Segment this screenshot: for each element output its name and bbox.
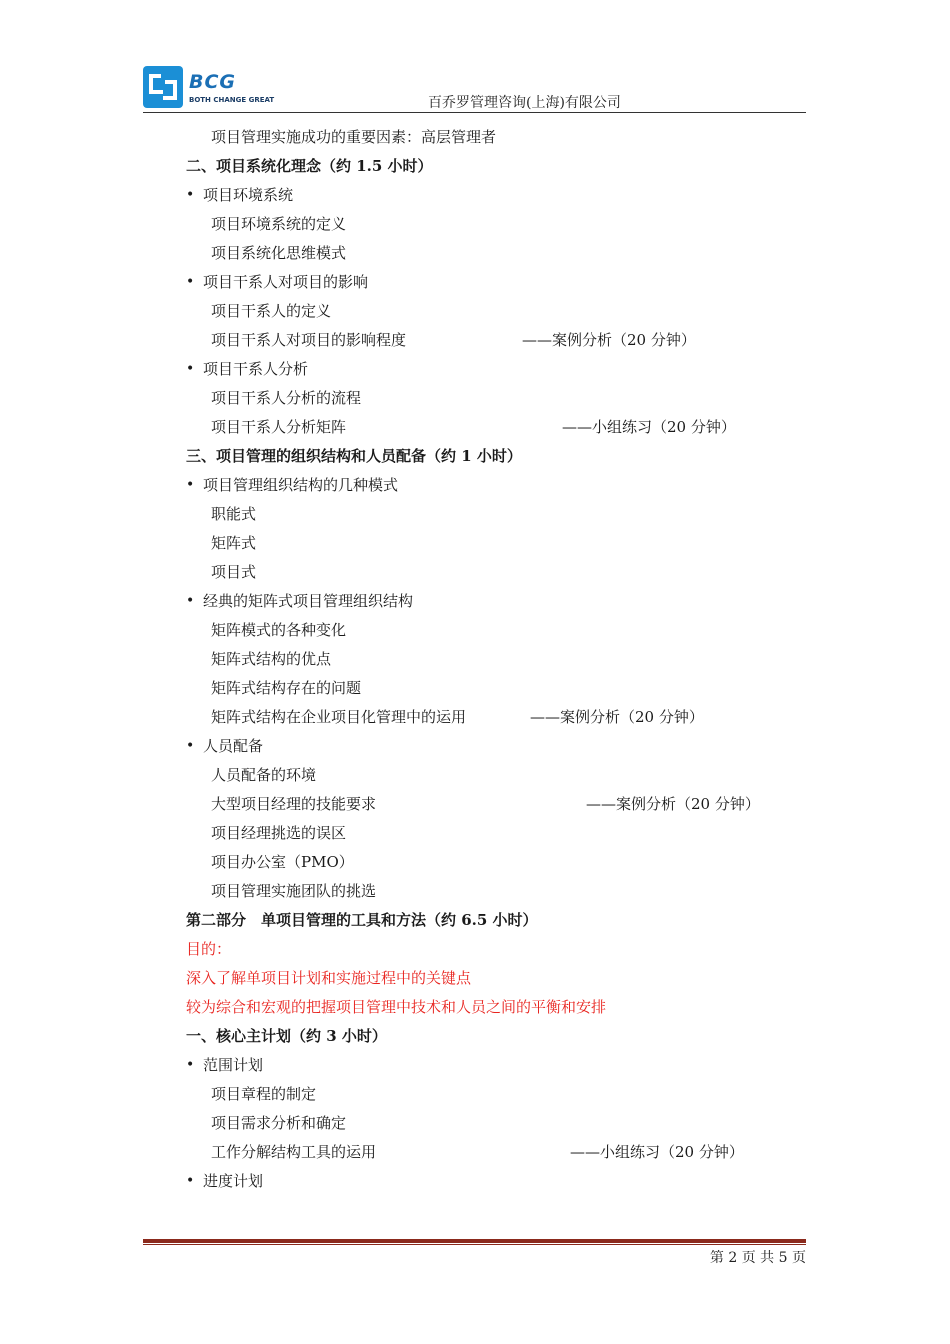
sub-item: 项目式 <box>211 563 257 581</box>
bullet-text: 项目管理组织结构的几种模式 <box>203 476 399 494</box>
bullet-icon: • <box>186 1173 195 1189</box>
sub-item: 矩阵模式的各种变化 <box>211 621 347 639</box>
sub-item: 项目章程的制定 <box>211 1085 317 1103</box>
sub-item: 项目干系人的定义 <box>211 302 332 320</box>
sub-item: 项目环境系统的定义 <box>211 215 347 233</box>
sub-item: 项目经理挑选的误区 <box>211 824 347 842</box>
sub-item: 项目干系人分析的流程 <box>211 389 362 407</box>
section-heading: 第二部分 单项目管理的工具和方法（约 6.5 小时） <box>186 911 538 929</box>
sub-item: 矩阵式 <box>211 534 257 552</box>
sub-item: 矩阵式结构在企业项目化管理中的运用 <box>211 708 467 726</box>
bullet-icon: • <box>186 274 195 290</box>
sub-item: 大型项目经理的技能要求 <box>211 795 377 813</box>
sub-item: 项目干系人对项目的影响程度 <box>211 331 407 349</box>
page-header <box>143 62 806 114</box>
bullet-text: 范围计划 <box>203 1056 264 1074</box>
bullet-text: 项目干系人对项目的影响 <box>203 273 369 291</box>
bullet-icon: • <box>186 593 195 609</box>
bullet-icon: • <box>186 738 195 754</box>
company-name: 百乔罗管理咨询(上海)有限公司 <box>428 95 621 111</box>
bullet-text: 项目环境系统 <box>203 186 294 204</box>
logo-text: BCG <box>189 71 237 93</box>
section-heading: 二、项目系统化理念（约 1.5 小时） <box>186 157 433 175</box>
logo-mark-icon <box>143 66 183 108</box>
activity-note: ——小组练习（20 分钟） <box>570 1143 744 1161</box>
sub-item: 项目管理实施团队的挑选 <box>211 882 377 900</box>
bullet-icon: • <box>186 1057 195 1073</box>
sub-item: 矩阵式结构存在的问题 <box>211 679 362 697</box>
sub-item: 矩阵式结构的优点 <box>211 650 332 668</box>
sub-item: 项目需求分析和确定 <box>211 1114 347 1132</box>
activity-note: ——案例分析（20 分钟） <box>522 331 696 349</box>
footer-divider-thick <box>143 1239 806 1243</box>
objective-text: 较为综合和宏观的把握项目管理中技术和人员之间的平衡和安排 <box>186 998 607 1016</box>
bullet-text: 人员配备 <box>203 737 264 755</box>
bullet-text: 进度计划 <box>203 1172 264 1190</box>
bullet-text: 经典的矩阵式项目管理组织结构 <box>203 592 414 610</box>
sub-item: 项目系统化思维模式 <box>211 244 347 262</box>
objective-text: 深入了解单项目计划和实施过程中的关键点 <box>186 969 472 987</box>
bullet-icon: • <box>186 477 195 493</box>
sub-item: 职能式 <box>211 505 257 523</box>
objective-text: 目的： <box>186 940 232 958</box>
page-number: 第 2 页 共 5 页 <box>709 1250 806 1266</box>
activity-note: ——小组练习（20 分钟） <box>562 418 736 436</box>
activity-note: ——案例分析（20 分钟） <box>586 795 760 813</box>
bullet-icon: • <box>186 187 195 203</box>
sub-item: 项目办公室（PMO） <box>211 853 354 871</box>
bullet-text: 项目干系人分析 <box>203 360 309 378</box>
section-heading: 一、核心主计划（约 3 小时） <box>186 1027 387 1045</box>
sub-item: 项目干系人分析矩阵 <box>211 418 347 436</box>
sub-item: 工作分解结构工具的运用 <box>211 1143 377 1161</box>
bullet-icon: • <box>186 361 195 377</box>
sub-item: 人员配备的环境 <box>211 766 317 784</box>
header-divider <box>143 112 806 113</box>
section-heading: 三、项目管理的组织结构和人员配备（约 1 小时） <box>186 447 522 465</box>
footer-divider-thin <box>143 1244 806 1245</box>
activity-note: ——案例分析（20 分钟） <box>530 708 704 726</box>
company-logo <box>143 66 288 112</box>
logo-tagline: BOTH CHANGE GREAT <box>189 96 275 104</box>
sub-item: 项目管理实施成功的重要因素：高层管理者 <box>211 128 497 146</box>
